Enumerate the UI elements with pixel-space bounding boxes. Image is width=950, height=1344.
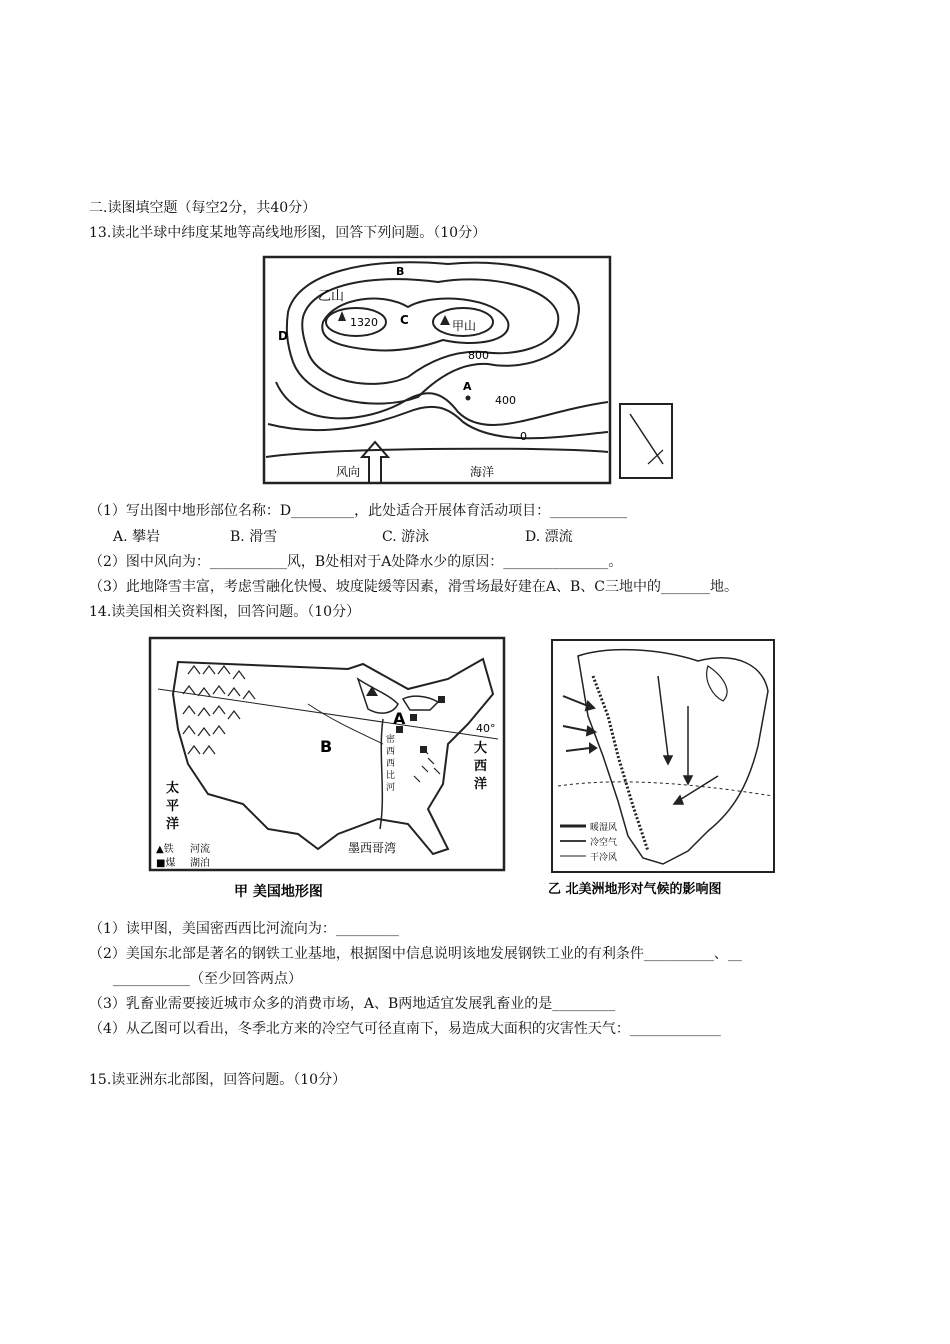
- river-char-2: 西: [386, 747, 396, 757]
- coal-mine-icon-1: [410, 714, 417, 721]
- pacific-char-1: 太: [166, 781, 180, 796]
- q13-option-a: A. 攀岩: [113, 529, 161, 545]
- q14-question-3: （3）乳畜业需要接近城市众多的消费市场，A、B两地适宜发展乳畜业的是_________: [89, 996, 616, 1012]
- q14-question-4: （4）从乙图可以看出，冬季北方来的冷空气可径直南下，易造成大面积的灾害性天气：_____________: [89, 1021, 721, 1037]
- q15-stem: 15.读亚洲东北部图，回答问题。（10分）: [89, 1072, 347, 1088]
- gulf-label: 墨西哥湾: [348, 841, 397, 855]
- q14-question-1: （1）读甲图，美国密西西比河流向为：_________: [89, 921, 399, 937]
- river-char-3: 西: [386, 759, 396, 769]
- q13-option-b: B. 滑雪: [230, 529, 278, 545]
- yi-peak-triangle: [338, 311, 346, 321]
- coal-mine-icon-4: [420, 746, 427, 753]
- map-b-caption: 乙 北美洲地形对气候的影响图: [548, 882, 722, 897]
- north-america-climate-map: [548, 636, 808, 902]
- mississippi-river: [380, 719, 383, 829]
- contour-line-0: [268, 407, 608, 438]
- legend-warm-label: 暖湿风: [590, 823, 618, 833]
- contour-line-400: [276, 382, 608, 425]
- jia-peak-triangle: [440, 315, 450, 325]
- peak-yi-label: 乙山: [318, 289, 345, 304]
- point-d-label: D: [278, 329, 288, 343]
- label-a: A: [393, 709, 406, 728]
- legend-cold-label: 冷空气: [590, 838, 618, 848]
- q13-option-d: D. 漂流: [525, 529, 573, 545]
- contour-map: [258, 252, 678, 486]
- q13-question-1: （1）写出图中地形部位名称：D_________，此处适合开展体育活动项目：___________: [89, 503, 628, 519]
- legend-iron: ▲铁: [156, 844, 174, 855]
- elev-top-label: 1320: [350, 316, 378, 329]
- section-title: 二.读图填空题（每空2分，共40分）: [89, 200, 317, 216]
- elev-400-label: 400: [495, 394, 516, 407]
- hudson-bay: [707, 666, 727, 701]
- q13-option-c: C. 游泳: [382, 529, 430, 545]
- point-b-label: B: [396, 265, 405, 278]
- q13-question-2: （2）图中风向为：___________风，B处相对于A处降水少的原因：_______________。: [89, 554, 623, 570]
- western-mountains-icon: [183, 666, 255, 754]
- q14-question-2b: ___________（至少回答两点）: [113, 971, 302, 987]
- climate-map-frame: [552, 640, 774, 872]
- cold-air-arrows-icon: [658, 676, 718, 804]
- iron-mine-icon: [366, 686, 378, 696]
- q14-question-2a: （2）美国东北部是著名的钢铁工业基地，根据图中信息说明该地发展钢铁工业的有利条件__________、__: [89, 946, 742, 962]
- river-char-5: 河: [386, 783, 396, 793]
- peak-jia-label: 甲山: [452, 319, 477, 333]
- tropic-line: [558, 782, 773, 796]
- pacific-char-2: 平: [166, 799, 180, 814]
- coastline: [266, 449, 608, 457]
- legend-dry-label: 干冷风: [590, 853, 618, 863]
- point-a-dot: [466, 396, 471, 401]
- q13-stem: 13.读北半球中纬度某地等高线地形图，回答下列问题。（10分）: [89, 225, 487, 241]
- legend-coal: ■煤: [156, 858, 176, 869]
- map-a-caption: 甲 美国地形图: [234, 884, 323, 900]
- elev-800-label: 800: [468, 349, 489, 362]
- pacific-char-3: 洋: [166, 817, 180, 832]
- sea-label: 海洋: [470, 465, 495, 479]
- river-char-4: 比: [386, 771, 396, 781]
- wind-label: 风向: [336, 465, 361, 479]
- compass-box: [620, 404, 672, 478]
- appalachian-mountains-icon: [414, 748, 440, 782]
- river-char-1: 密: [386, 735, 396, 745]
- wind-arrow-icon: [362, 442, 388, 484]
- legend-lake: 湖泊: [190, 858, 210, 869]
- q14-stem: 14.读美国相关资料图，回答问题。（10分）: [89, 604, 361, 620]
- lat-40-label: 40°: [476, 722, 496, 735]
- elev-0-label: 0: [520, 430, 527, 443]
- label-b: B: [320, 737, 333, 756]
- coal-mine-icon-3: [438, 696, 445, 703]
- q13-question-3: （3）此地降雪丰富，考虑雪融化快慢、坡度陡缓等因素，滑雪场最好建在A、B、C三地中的_______地。: [89, 579, 739, 595]
- compass-needle-icon: [630, 414, 663, 464]
- legend-river: 河流: [190, 844, 210, 855]
- contour-line-1: [287, 262, 579, 403]
- atlantic-char-2: 西: [474, 759, 488, 774]
- point-a-label: A: [463, 380, 472, 393]
- atlantic-char-1: 大: [474, 741, 488, 756]
- usa-terrain-map: [148, 634, 510, 904]
- atlantic-char-3: 洋: [474, 777, 488, 792]
- point-c-label: C: [400, 313, 409, 327]
